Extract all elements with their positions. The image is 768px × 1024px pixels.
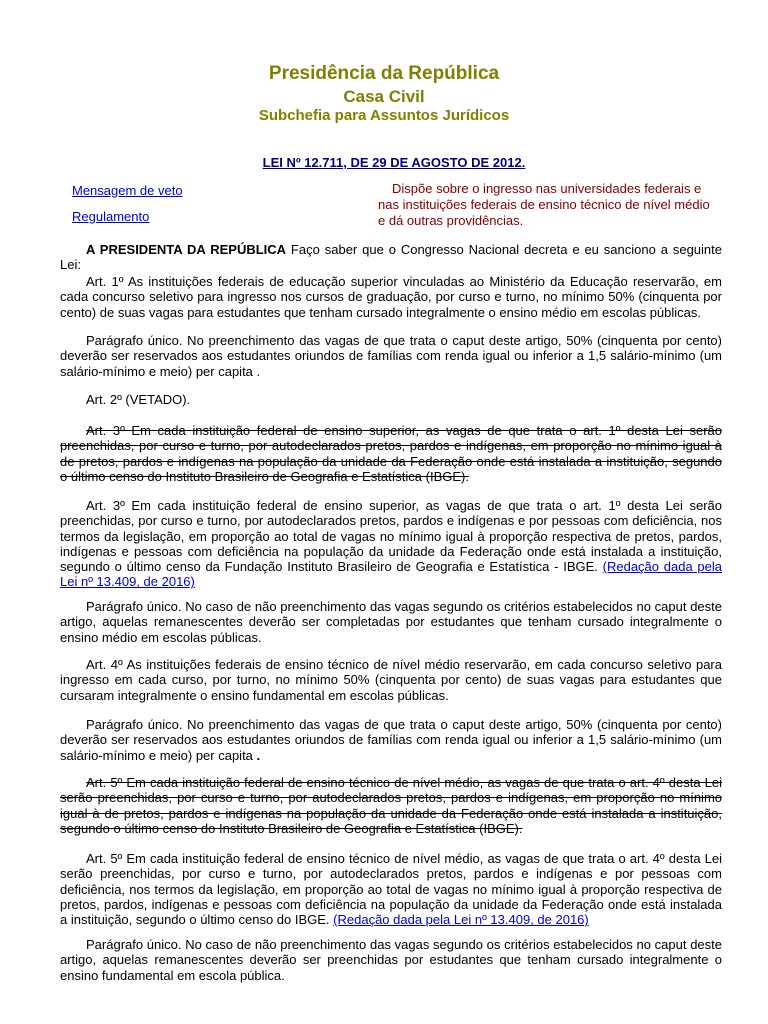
article-4-paragraph-end: . [252,747,261,763]
article-5-amendment-link[interactable]: (Redação dada pela Lei nº 13.409, de 2016) [333,912,589,928]
article-3-paragraph: Parágrafo único. No caso de não preenchimento das vagas segundo os critérios estabelecidos no caput deste artigo, aquelas remanescentes deverão ser completadas por estudantes que tenham cursado integralmente o ensino médio em escolas públicas. [60,599,722,645]
regulamento-link[interactable]: Regulamento [72,209,150,224]
article-4-paragraph-text: Parágrafo único. No preenchimento das vagas de que trata o caput deste artigo, 50% (cinquenta por cento) deverão ser reservados aos estudantes oriundos de famílias com renda igual ou inferior a 1,5 salário-mínimo (um salário-mínimo e meio) per capita [60,717,722,763]
page-subtitle: Casa Civil [343,87,425,106]
article-3-amendment-link[interactable]: (Redação dada pela Lei nº 13.409, de 2016) [60,559,722,590]
article-5-revoked: Art. 5º Em cada instituição federal de ensino técnico de nível médio, as vagas de que trata o art. 4º desta Lei serão preenchidas, por curso e turno, por autodeclarados pretos, pardos e indígenas, em proporção no mínimo igual à de pretos, pardos e indígenas na população da unidade da Federação onde está instalada a instituição, segundo o último censo do Instituto Brasileiro de Geografia e Estatística (IBGE). [60,775,722,836]
law-title-link[interactable]: LEI Nº 12.711, DE 29 DE AGOSTO DE 2012. [262,155,526,170]
article-5 [60,851,722,927]
article-2: Art. 2º (VETADO). [86,392,191,407]
article-4-paragraph [60,717,722,763]
article-1: Art. 1º As instituições federais de educação superior vinculadas ao Ministério da Educação reservarão, em cada concurso seletivo para ingresso nos cursos de graduação, por curso e turno, no mínimo 50% (cinquenta por cento) de suas vagas para estudantes que tenham cursado integralmente o ensino médio em escolas públicas. [60,274,722,320]
veto-message-link[interactable]: Mensagem de veto [72,183,183,198]
law-title [0,155,768,170]
article-1-paragraph: Parágrafo único. No preenchimento das vagas de que trata o caput deste artigo, 50% (cinquenta por cento) deverão ser reservados aos estudantes oriundos de famílias com renda igual ou inferior a 1,5 salário-mínimo (um salário-mínimo e meio) per capita . [60,333,722,379]
article-5-paragraph: Parágrafo único. No caso de não preenchimento das vagas segundo os critérios estabelecidos no caput deste artigo, aquelas remanescentes deverão ser preenchidas por estudantes que tenham cursado integralmente o ensino fundamental em escola pública. [60,937,722,983]
article-3-revoked: Art. 3º Em cada instituição federal de ensino superior, as vagas de que trata o art. 1º desta Lei serão preenchidas, por curso e turno, por autodeclarados pretos, pardos e indígenas, em proporção no mínimo igual à de pretos, pardos e indígenas na população da unidade da Federação onde está instalada a instituição, segundo o último censo do Instituto Brasileiro de Geografia e Estatística (IBGE). [60,423,722,484]
preamble [60,242,722,273]
article-5-text: Art. 5º Em cada instituição federal de ensino técnico de nível médio, as vagas de que trata o art. 4º desta Lei serão preenchidas, por curso e turno, por autodeclarados pretos, pardos e indígenas e por pessoas com deficiência, nos termos da legislação, em proporção ao total de vagas no mínimo igual à proporção respectiva de pretos, pardos, indígenas e pessoas com deficiência na população da unidade da Federação onde está instalada a instituição, segundo o último censo do IBGE. [60,851,722,928]
law-ementa: Dispõe sobre o ingresso nas universidades federais e nas instituições federais de ensino técnico de nível médio e dá outras providências. [378,181,710,228]
page-subtitle-2: Subchefia para Assuntos Jurídicos [258,107,510,124]
preamble-text: Faço saber que o Congresso Nacional decreta e eu sanciono a seguinte Lei: [60,242,722,273]
article-4: Art. 4º As instituições federais de ensino técnico de nível médio reservarão, em cada concurso seletivo para ingresso em cada curso, por turno, no mínimo 50% (cinquenta por cento) de suas vagas para estudantes que cursaram integralmente o ensino fundamental em escolas públicas. [60,657,722,703]
article-3-text: Art. 3º Em cada instituição federal de ensino superior, as vagas de que trata o art. 1º desta Lei serão preenchidas, por curso e turno, por autodeclarados pretos, pardos e indígenas e por pessoas com deficiência, nos termos da legislação, em proporção ao total de vagas no mínimo igual à proporção respectiva de pretos, pardos, indígenas e pessoas com deficiência na população da unidade da Federação onde está instalada a instituição, segundo o último censo da Fundação Instituto Brasileiro de Geografia e Estatística - IBGE. [60,498,722,575]
preamble-lead: A PRESIDENTA DA REPÚBLICA [86,242,287,257]
page-title: Presidência da República [268,63,500,84]
article-3 [60,498,722,590]
